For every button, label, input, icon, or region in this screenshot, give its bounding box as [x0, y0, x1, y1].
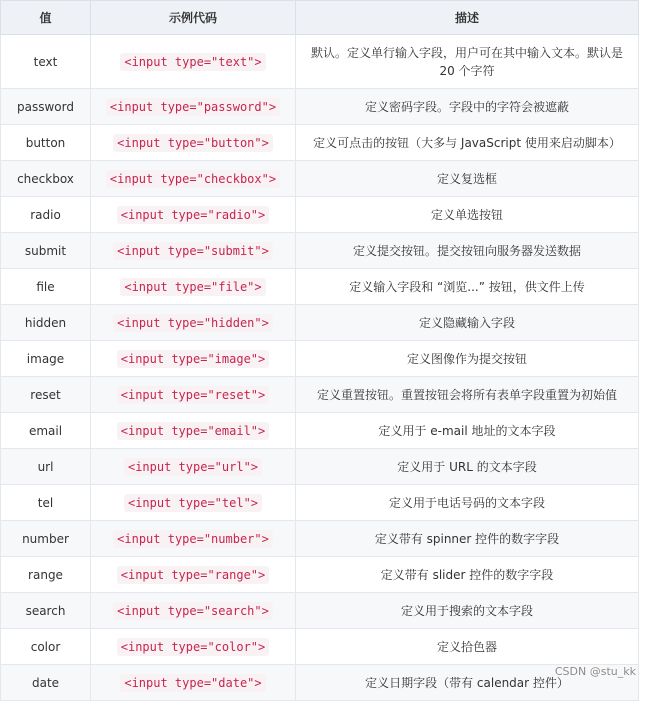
cell-value: submit	[1, 233, 91, 269]
cell-code	[91, 35, 296, 89]
code-snippet: <input type="email">	[117, 422, 270, 440]
cell-value: number	[1, 521, 91, 557]
cell-description: 默认。定义单行输入字段，用户可在其中输入文本。默认是 20 个字符	[296, 35, 639, 89]
code-snippet: <input type="button">	[113, 134, 273, 152]
code-snippet: <input type="color">	[117, 638, 270, 656]
table-row	[1, 449, 639, 485]
table-row	[1, 629, 639, 665]
cell-code	[91, 485, 296, 521]
code-snippet: <input type="image">	[117, 350, 270, 368]
code-snippet: <input type="range">	[117, 566, 270, 584]
cell-description: 定义带有 spinner 控件的数字字段	[296, 521, 639, 557]
table-row	[1, 35, 639, 89]
table-row	[1, 161, 639, 197]
cell-code	[91, 521, 296, 557]
cell-code	[91, 161, 296, 197]
cell-code	[91, 89, 296, 125]
code-snippet: <input type="hidden">	[113, 314, 273, 332]
cell-value: hidden	[1, 305, 91, 341]
code-snippet: <input type="tel">	[124, 494, 262, 512]
cell-description: 定义拾色器	[296, 629, 639, 665]
cell-description: 定义带有 slider 控件的数字字段	[296, 557, 639, 593]
cell-value: file	[1, 269, 91, 305]
table-row	[1, 557, 639, 593]
table-row	[1, 305, 639, 341]
cell-value: url	[1, 449, 91, 485]
csdn-watermark: CSDN @stu_kk	[554, 665, 636, 678]
table-row	[1, 377, 639, 413]
table-row	[1, 197, 639, 233]
table-row	[1, 269, 639, 305]
cell-code	[91, 557, 296, 593]
cell-value: radio	[1, 197, 91, 233]
code-snippet: <input type="password">	[106, 98, 280, 116]
cell-value: password	[1, 89, 91, 125]
cell-code	[91, 341, 296, 377]
cell-description: 定义重置按钮。重置按钮会将所有表单字段重置为初始值	[296, 377, 639, 413]
cell-code	[91, 233, 296, 269]
table-row	[1, 125, 639, 161]
cell-code	[91, 629, 296, 665]
code-snippet: <input type="reset">	[117, 386, 270, 404]
table-row	[1, 665, 639, 701]
cell-value: text	[1, 35, 91, 89]
cell-description: 定义隐藏输入字段	[296, 305, 639, 341]
cell-value: reset	[1, 377, 91, 413]
cell-value: date	[1, 665, 91, 701]
cell-description: 定义用于 e-mail 地址的文本字段	[296, 413, 639, 449]
cell-value: email	[1, 413, 91, 449]
table-row	[1, 341, 639, 377]
table-row	[1, 485, 639, 521]
cell-description: 定义单选按钮	[296, 197, 639, 233]
code-snippet: <input type="number">	[113, 530, 273, 548]
cell-description: 定义提交按钮。提交按钮向服务器发送数据	[296, 233, 639, 269]
table-row	[1, 233, 639, 269]
code-snippet: <input type="date">	[120, 674, 265, 692]
code-snippet: <input type="search">	[113, 602, 273, 620]
code-snippet: <input type="text">	[120, 53, 265, 71]
code-snippet: <input type="submit">	[113, 242, 273, 260]
cell-value: color	[1, 629, 91, 665]
table-row	[1, 89, 639, 125]
cell-value: range	[1, 557, 91, 593]
cell-description: 定义用于电话号码的文本字段	[296, 485, 639, 521]
table-header	[1, 1, 639, 35]
code-snippet: <input type="radio">	[117, 206, 270, 224]
cell-value: tel	[1, 485, 91, 521]
cell-code	[91, 125, 296, 161]
header-value: 值	[1, 1, 91, 35]
header-example-code: 示例代码	[91, 1, 296, 35]
cell-description: 定义图像作为提交按钮	[296, 341, 639, 377]
cell-code	[91, 269, 296, 305]
cell-code	[91, 665, 296, 701]
cell-code	[91, 377, 296, 413]
table-row	[1, 413, 639, 449]
cell-code	[91, 449, 296, 485]
table-row	[1, 593, 639, 629]
cell-description: 定义密码字段。字段中的字符会被遮蔽	[296, 89, 639, 125]
table-row	[1, 521, 639, 557]
cell-code	[91, 593, 296, 629]
header-row	[1, 1, 639, 35]
cell-value: search	[1, 593, 91, 629]
cell-description: 定义复选框	[296, 161, 639, 197]
cell-code	[91, 305, 296, 341]
cell-description: 定义日期字段（带有 calendar 控件）	[296, 665, 639, 701]
cell-description: 定义用于搜索的文本字段	[296, 593, 639, 629]
cell-value: checkbox	[1, 161, 91, 197]
cell-description: 定义输入字段和 “浏览...” 按钮，供文件上传	[296, 269, 639, 305]
table-body	[1, 35, 639, 701]
cell-value: image	[1, 341, 91, 377]
cell-description: 定义可点击的按钮（大多与 JavaScript 使用来启动脚本）	[296, 125, 639, 161]
code-snippet: <input type="checkbox">	[106, 170, 280, 188]
code-snippet: <input type="file">	[120, 278, 265, 296]
cell-value: button	[1, 125, 91, 161]
cell-code	[91, 197, 296, 233]
code-snippet: <input type="url">	[124, 458, 262, 476]
header-description: 描述	[296, 1, 639, 35]
cell-code	[91, 413, 296, 449]
cell-description: 定义用于 URL 的文本字段	[296, 449, 639, 485]
